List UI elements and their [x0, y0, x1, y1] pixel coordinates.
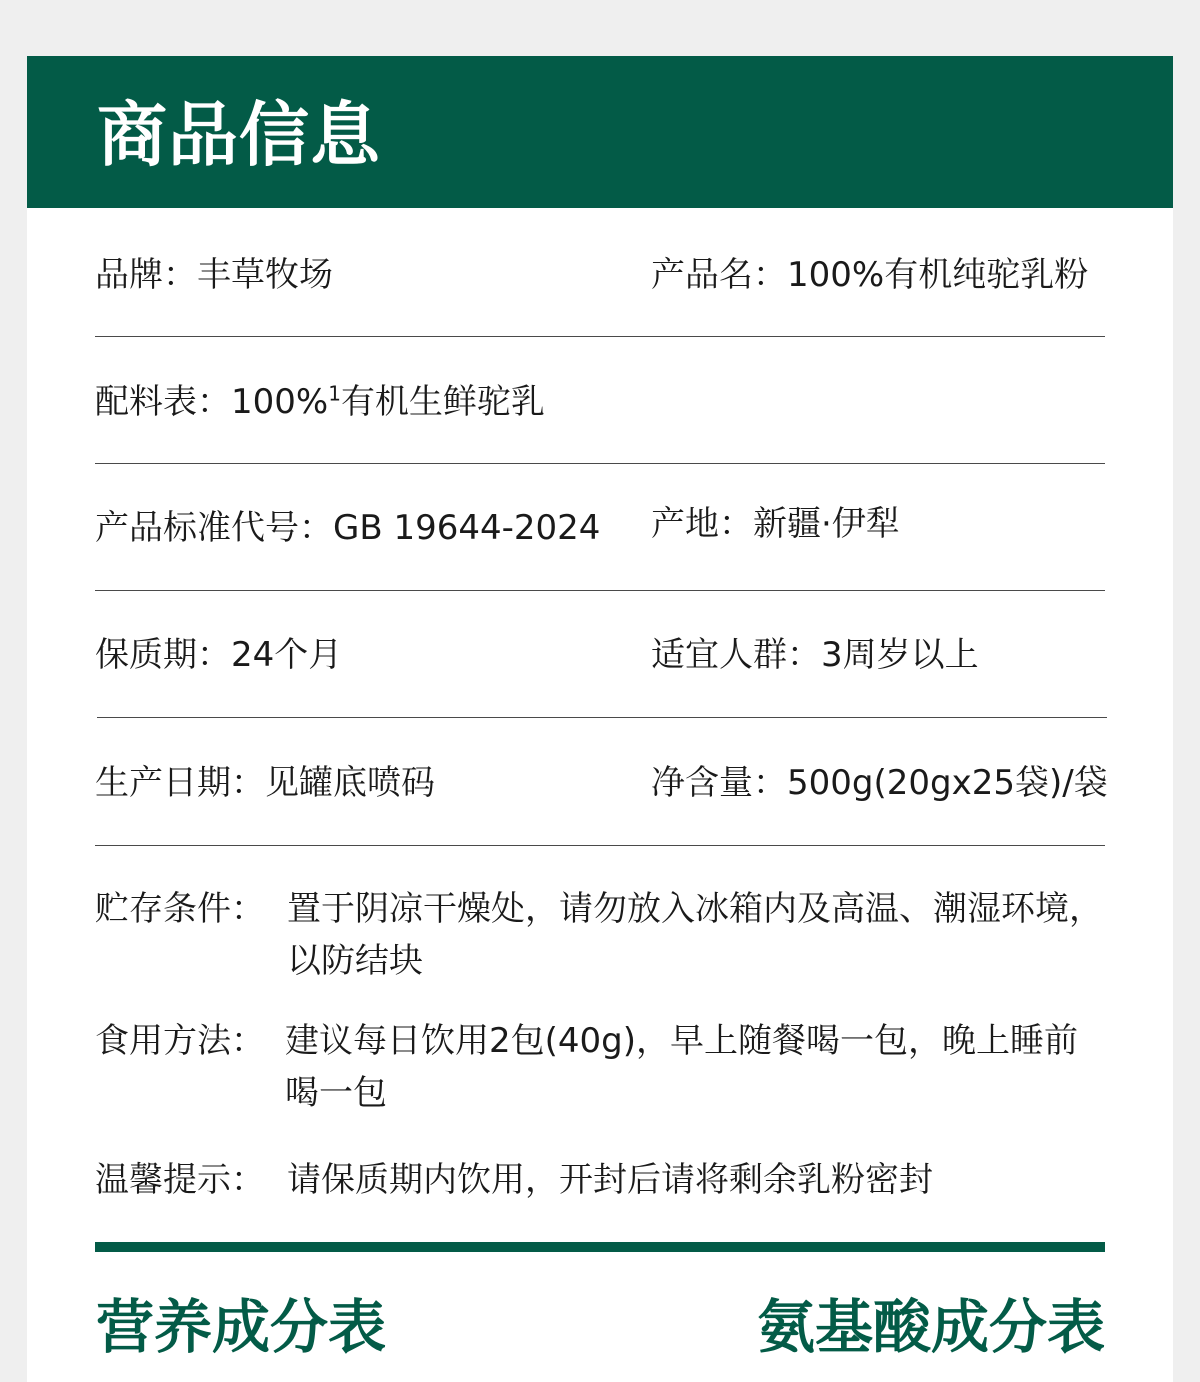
ingredients-field: 配料表：100%$^1$有机生鲜驼乳	[95, 381, 545, 422]
standard-code-field: 产品标准代号：GB 19644-2024	[95, 508, 601, 548]
net-content-field: 净含量：500g(20gx25袋)/袋	[651, 763, 1108, 803]
brand-field: 品牌：丰草牧场	[95, 255, 333, 295]
storage-label: 贮存条件：	[95, 889, 265, 929]
divider	[95, 590, 1105, 591]
production-date-field: 生产日期：见罐底喷码	[95, 763, 435, 803]
nutrition-table-title: 营养成分表	[96, 1293, 387, 1361]
amino-acid-table-title: 氨基酸成分表	[756, 1293, 1105, 1361]
section-separator-bar	[95, 1242, 1105, 1252]
tips-label: 温馨提示：	[95, 1160, 265, 1200]
product-name-field: 产品名：100%有机纯驼乳粉	[651, 255, 1089, 295]
origin-field: 产地：新疆·伊犁	[651, 504, 900, 544]
divider	[95, 845, 1105, 846]
page-title: 商品信息	[97, 94, 381, 176]
product-info-card	[27, 56, 1173, 1382]
usage-text: 建议每日饮用2包(40g)，早上随餐喝一包，晚上睡前喝一包	[285, 1021, 1079, 1113]
footnote-marker: 1	[328, 381, 341, 406]
tips-text: 请保质期内饮用，开封后请将剩余乳粉密封	[287, 1160, 933, 1200]
divider	[95, 336, 1105, 337]
usage-label: 食用方法：	[95, 1021, 265, 1061]
divider	[97, 717, 1107, 718]
divider	[95, 463, 1105, 464]
shelf-life-field: 保质期：24个月	[95, 635, 343, 675]
target-group-field: 适宜人群：3周岁以上	[651, 635, 979, 675]
header-banner	[27, 56, 1173, 208]
storage-text: 置于阴凉干燥处，请勿放入冰箱内及高温、潮湿环境，以防结块	[287, 889, 1103, 981]
